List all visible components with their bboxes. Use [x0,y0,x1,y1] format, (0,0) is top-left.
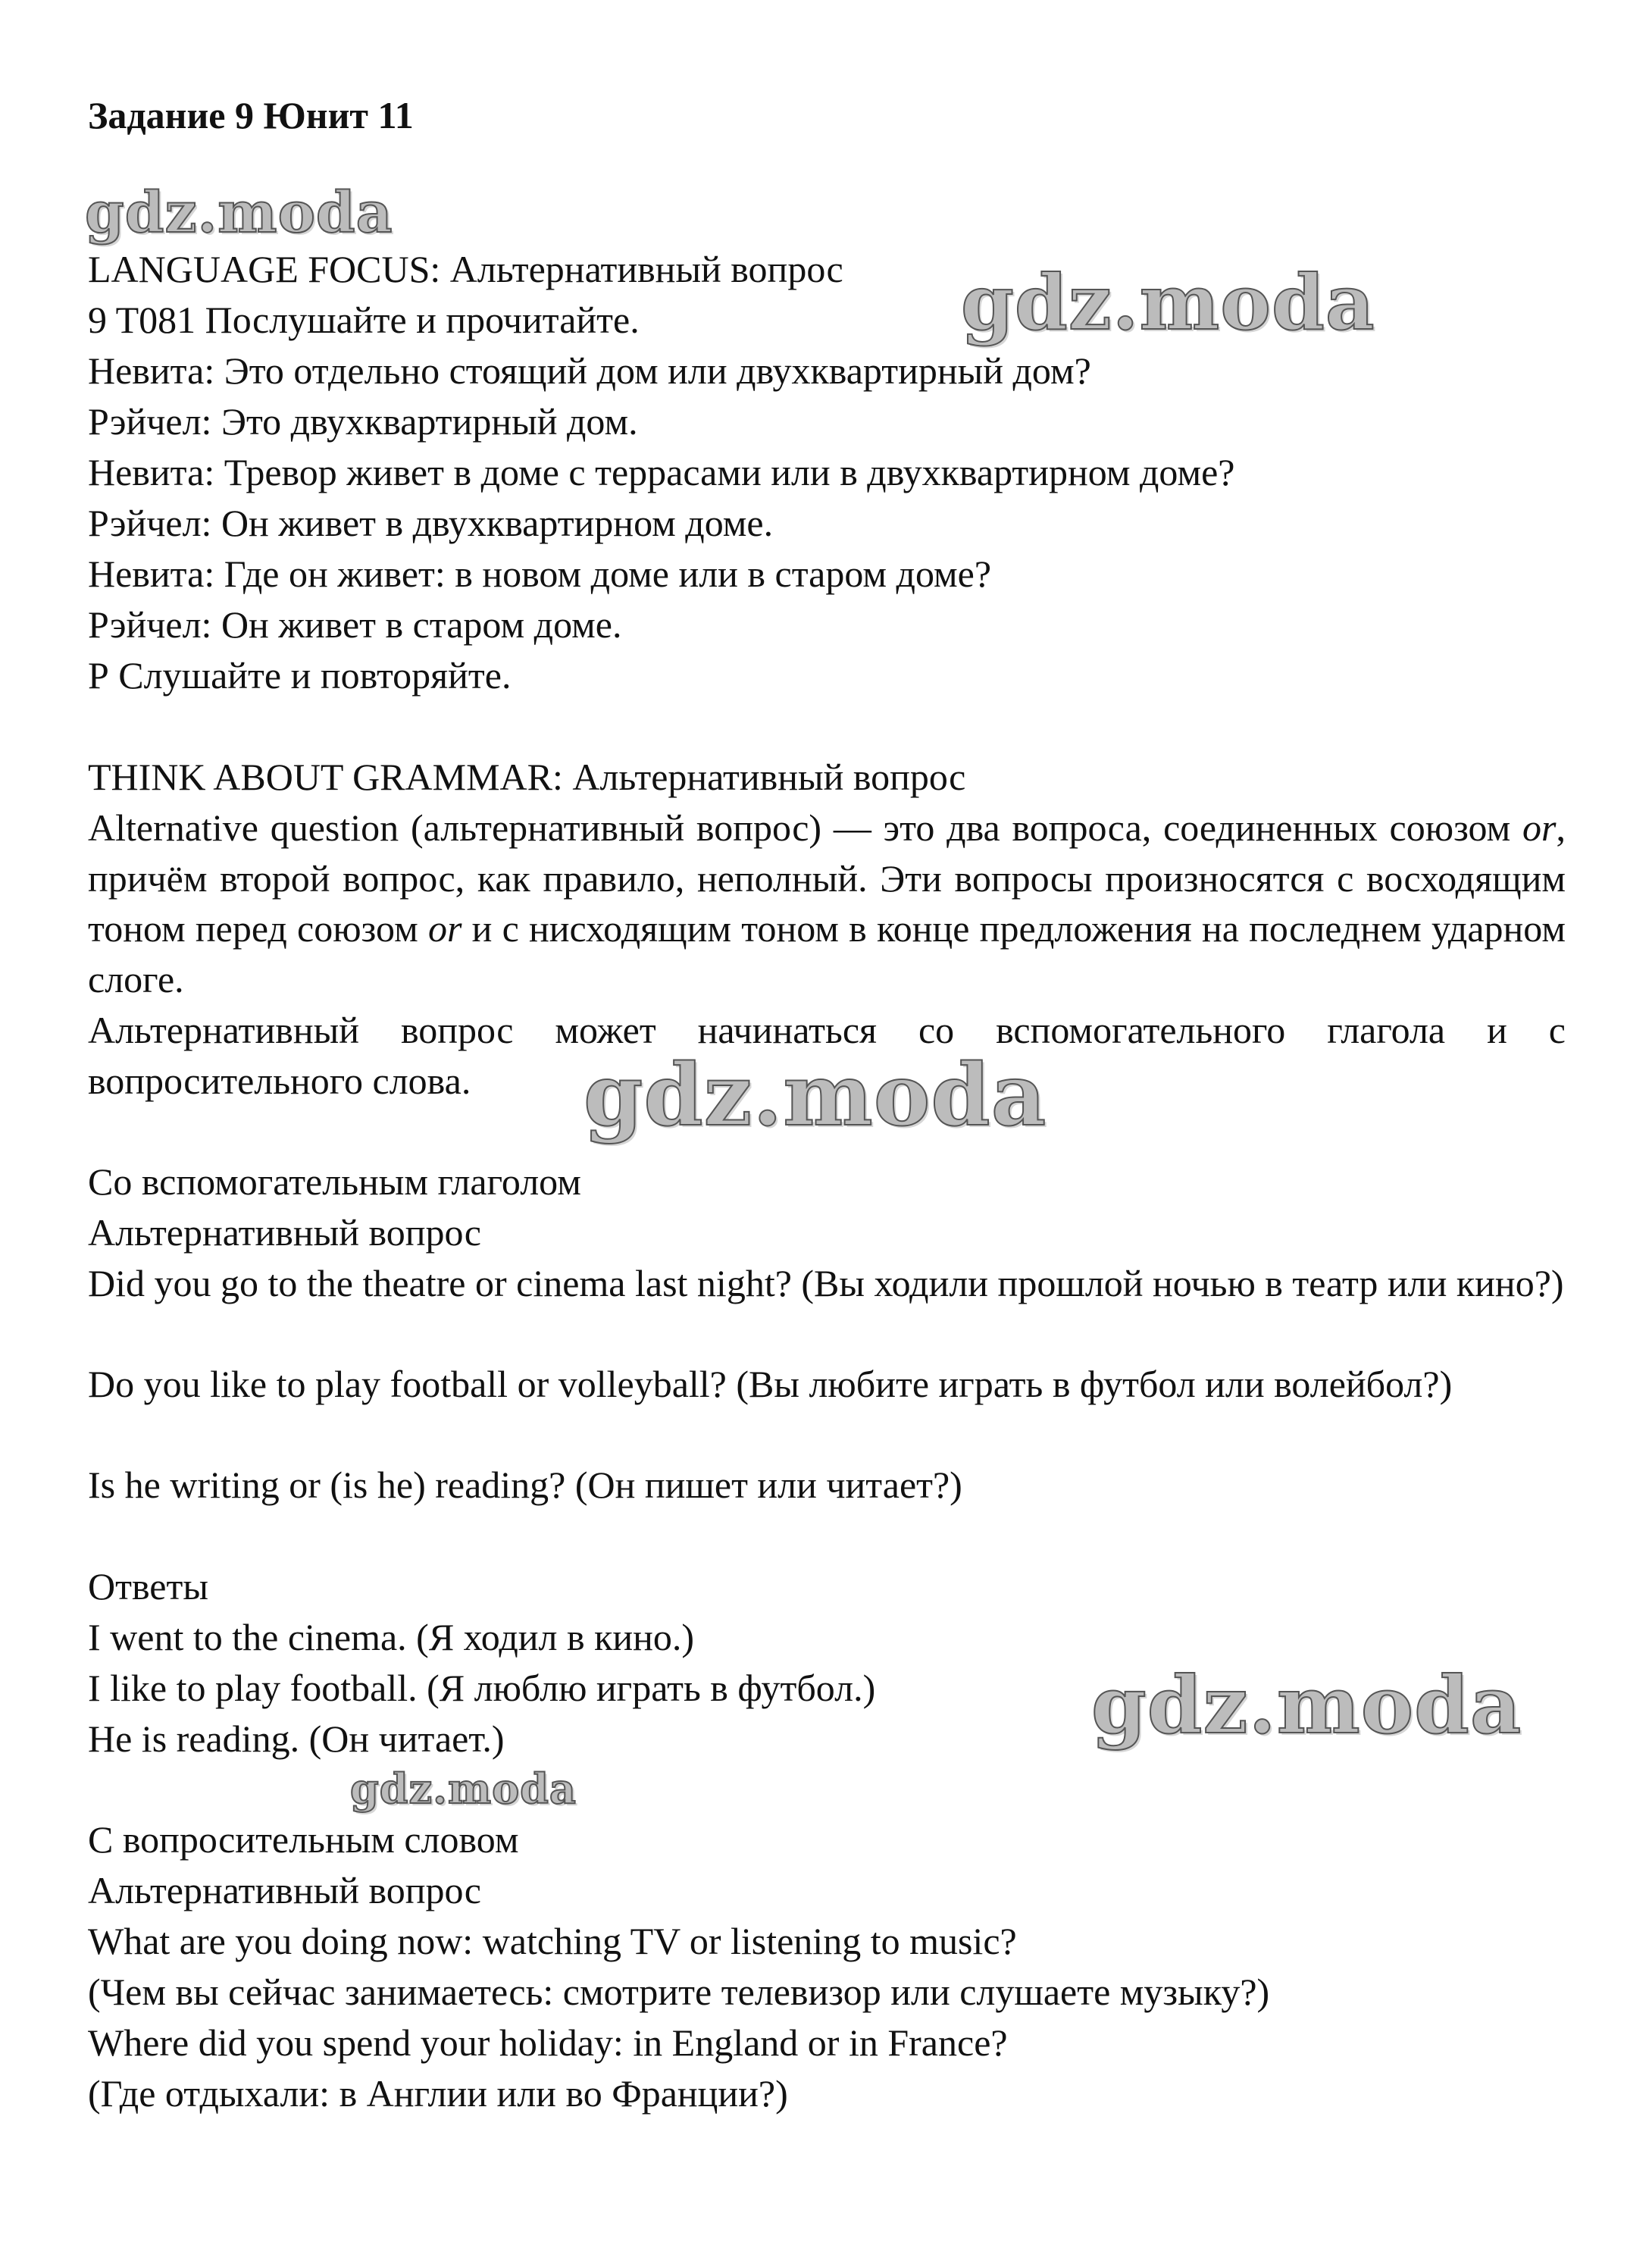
dialogue-line: Рэйчел: Он живет в двухквартирном доме. [88,502,774,544]
answers-heading: Ответы [88,1565,208,1608]
auxiliary-verb-heading: Со вспомогательным глаголом [88,1160,581,1203]
dialogue-line: Рэйчел: Это двухквартирный дом. [88,400,638,443]
question-word-heading: С вопросительным словом [88,1818,519,1861]
watermark-2: gdz.moda [961,258,1375,347]
grammar-heading: THINK ABOUT GRAMMAR: Альтернативный вопрос [88,756,966,798]
example-line: What are you doing now: watching TV or listening to music? [88,1920,1017,1962]
answer-line: I went to the cinema. (Я ходил в кино.) [88,1616,695,1658]
exercise-instruction: 9 T081 Послушайте и прочитайте. [88,299,640,341]
grammar-explanation: Alternative question (альтернативный вопрос) — это два вопроса, соединенных союзом or, причём второй вопрос, как правило, неполный. Эти вопросы произносятся с восходящим тоном перед союзом or и с нисходящим тоном в конце предложения на последнем ударном слоге. [88,806,1566,1000]
dialogue-line: Невита: Где он живет: в новом доме или в старом доме? [88,553,992,595]
page-title: Задание 9 Юнит 11 [88,94,414,136]
dialogue-line: Невита: Это отдельно стоящий дом или двухквартирный дом? [88,349,1091,392]
example-question: Do you like to play football or volleyball? (Вы любите играть в футбол или волейбол?) [88,1363,1453,1405]
conjunction-or: or [1522,806,1557,849]
alternative-question-subheading: Альтернативный вопрос [88,1211,481,1254]
language-focus-heading: LANGUAGE FOCUS: Альтернативный вопрос [88,248,843,290]
dialogue-line: Невита: Тревор живет в доме с террасами или в двухквартирном доме? [88,451,1235,493]
conjunction-or: or [427,907,462,950]
watermark-4: gdz.moda [1091,1658,1522,1752]
answer-line: I like to play football. (Я люблю играть в футбол.) [88,1667,876,1709]
example-question: Did you go to the theatre or cinema last night? (Вы ходили прошлой ночью в театр или кино?) [88,1262,1564,1304]
watermark-1: gdz.moda [85,180,393,246]
watermark-3: gdz.moda [584,1046,1047,1145]
repeat-instruction: Р Слушайте и повторяйте. [88,654,512,697]
alternative-question-subheading: Альтернативный вопрос [88,1869,481,1911]
example-question: Is he writing or (is he) reading? (Он пишет или читает?) [88,1464,962,1506]
answer-line: He is reading. (Он читает.) [88,1717,505,1760]
example-line: (Чем вы сейчас занимаетесь: смотрите телевизор или слушаете музыку?) [88,1971,1270,2013]
grammar-note: Альтернативный вопрос может начинаться со вспомогательного глагола и с вопросительного слова. [88,1009,1566,1102]
example-line: (Где отдыхали: в Англии или во Франции?) [88,2072,788,2115]
watermark-5: gdz.moda [350,1764,577,1813]
example-line: Where did you spend your holiday: in England or in France? [88,2021,1008,2064]
dialogue-line: Рэйчел: Он живет в старом доме. [88,603,622,646]
